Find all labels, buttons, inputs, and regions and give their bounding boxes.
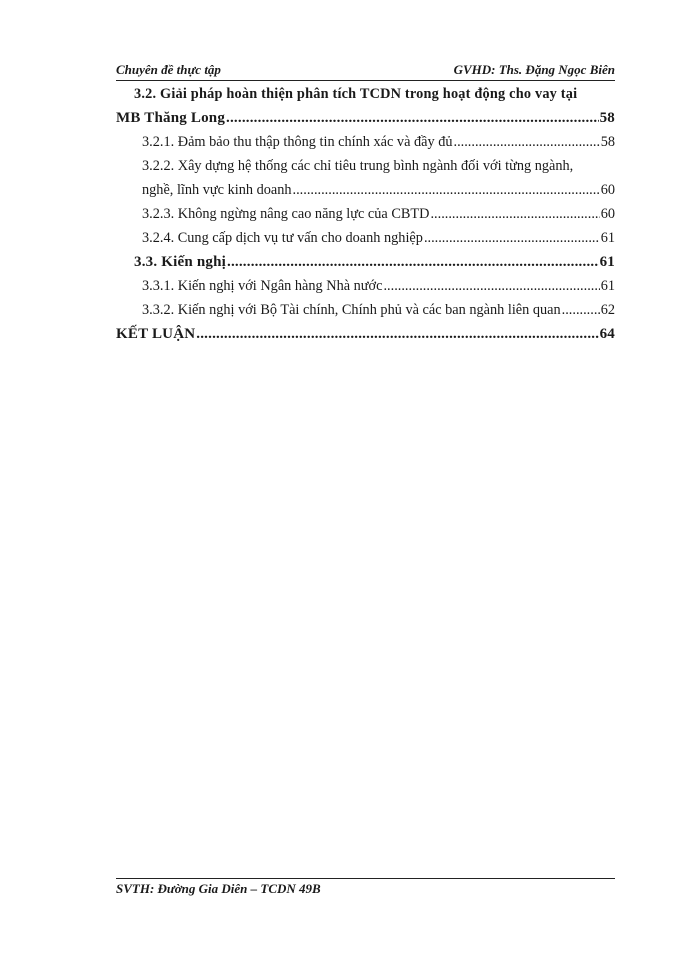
toc-entry-title: 3.2.4. Cung cấp dịch vụ tư vấn cho doanh nghiệp: [142, 230, 423, 246]
header-supervisor: GVHD: Ths. Đặng Ngọc Biên: [453, 62, 615, 77]
toc-entry-title: 3.3.2. Kiến nghị với Bộ Tài chính, Chính phủ và các ban ngành liên quan: [142, 302, 561, 318]
toc-entry-3-2-2-line2: nghề, lĩnh vực kinh doanh: [142, 182, 292, 198]
toc-page-number: 58: [599, 110, 615, 126]
page-header: [116, 62, 615, 81]
toc-page-number: 64: [599, 326, 615, 342]
toc-page-number: 61: [600, 230, 615, 246]
toc-entry-3-2: [116, 106, 615, 130]
toc-entry-title: 3.3. Kiến nghị: [134, 254, 226, 270]
toc-entry-3-2-2: [116, 178, 615, 202]
toc-page-number: 58: [600, 134, 615, 150]
toc-entry-3-3: [116, 250, 615, 274]
toc-dot-leader: [430, 202, 599, 226]
toc-dot-leader: [226, 106, 599, 130]
toc-entry-3-3-2: [116, 298, 615, 322]
toc-entry-conclusion: [116, 322, 615, 346]
toc-page-number: 60: [600, 182, 615, 198]
toc-entry-title: 3.2.3. Không ngừng nâng cao năng lực của CBTD: [142, 206, 430, 222]
header-course-title: Chuyên đề thực tập: [116, 62, 221, 77]
toc-entry-3-2-2-line1: 3.2.2. Xây dựng hệ thống các chỉ tiêu trung bình ngành đối với từng ngành,: [142, 158, 574, 174]
toc-dot-leader: [562, 298, 600, 322]
toc-page-number: 61: [600, 278, 615, 294]
toc-entry-title: 3.2.1. Đảm bảo thu thập thông tin chính xác và đầy đủ: [142, 134, 453, 150]
toc-page-number: 60: [600, 206, 615, 222]
toc-entry-3-2-4: [116, 226, 615, 250]
toc-entry-title: 3.3.1. Kiến nghị với Ngân hàng Nhà nước: [142, 278, 383, 294]
toc-page-number: 62: [600, 302, 615, 318]
toc-entry-3-2-line1: 3.2. Giải pháp hoàn thiện phân tích TCDN trong hoạt động cho vay tại: [134, 86, 578, 102]
toc-entry-3-3-1: [116, 274, 615, 298]
toc-entry-3-2-3: [116, 202, 615, 226]
toc-page-number: 61: [599, 254, 615, 270]
toc-dot-leader: [227, 250, 599, 274]
table-of-contents: [116, 82, 615, 346]
page-footer: [116, 878, 615, 897]
toc-dot-leader: [383, 274, 599, 298]
toc-dot-leader: [196, 322, 598, 346]
toc-dot-leader: [454, 130, 600, 154]
toc-entry-3-2-1: [116, 130, 615, 154]
toc-dot-leader: [293, 178, 600, 202]
toc-entry-3-2-line2: MB Thăng Long: [116, 110, 226, 126]
toc-dot-leader: [424, 226, 600, 250]
footer-student-info: SVTH: Đường Gia Diên – TCDN 49B: [116, 881, 321, 896]
toc-entry-title: KẾT LUẬN: [116, 326, 196, 342]
